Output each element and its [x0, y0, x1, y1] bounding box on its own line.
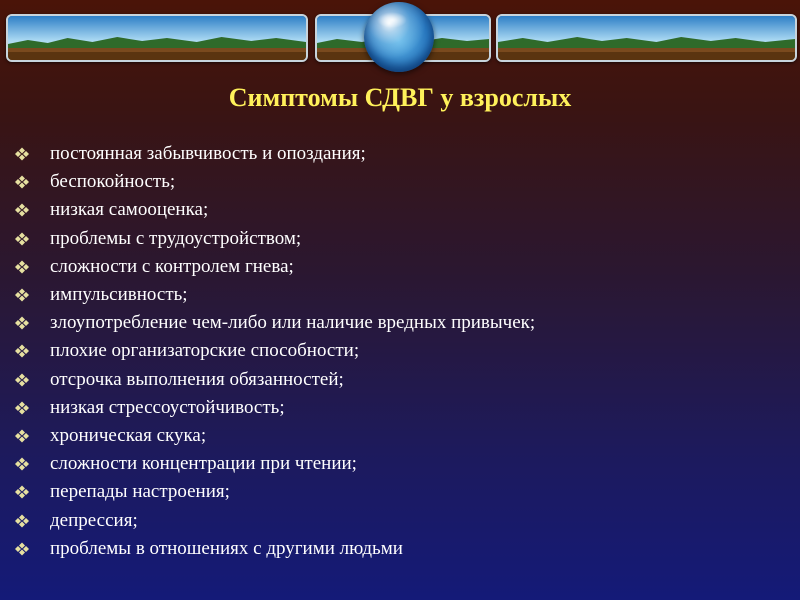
- list-item-text: низкая самооценка;: [50, 199, 209, 221]
- list-item: [14, 535, 535, 563]
- globe-ornament: [364, 2, 434, 72]
- diamond-bullet-icon: [14, 232, 30, 246]
- diamond-bullet-icon: [14, 316, 30, 330]
- list-item-text: отсрочка выполнения обязанностей;: [50, 368, 344, 390]
- list-item: [14, 337, 535, 365]
- list-item: [14, 309, 535, 337]
- diamond-bullet-icon: [14, 485, 30, 499]
- list-item: [14, 450, 535, 478]
- landscape-banner-left: [6, 14, 308, 62]
- list-item-text: импульсивность;: [50, 284, 188, 306]
- list-item: [14, 422, 535, 450]
- diamond-bullet-icon: [14, 401, 30, 415]
- diamond-bullet-icon: [14, 457, 30, 471]
- list-item-text: депрессия;: [50, 509, 138, 531]
- list-item-text: сложности концентрации при чтении;: [50, 453, 357, 475]
- list-item: [14, 253, 535, 281]
- list-item-text: хроническая скука;: [50, 424, 207, 446]
- list-item-text: проблемы в отношениях с другими людьми: [50, 537, 403, 559]
- diamond-bullet-icon: [14, 344, 30, 358]
- diamond-bullet-icon: [14, 542, 30, 556]
- diamond-bullet-icon: [14, 373, 30, 387]
- symptom-list: [14, 140, 535, 563]
- list-item-text: плохие организаторские способности;: [50, 340, 360, 362]
- list-item: [14, 168, 535, 196]
- list-item-text: проблемы с трудоустройством;: [50, 227, 302, 249]
- list-item: [14, 506, 535, 534]
- diamond-bullet-icon: [14, 429, 30, 443]
- diamond-bullet-icon: [14, 260, 30, 274]
- globe-highlight: [377, 12, 407, 28]
- diamond-bullet-icon: [14, 288, 30, 302]
- list-item: [14, 196, 535, 224]
- diamond-bullet-icon: [14, 147, 30, 161]
- list-item-text: постоянная забывчивость и опоздания;: [50, 143, 366, 165]
- list-item: [14, 281, 535, 309]
- list-item-text: злоупотребление чем-либо или наличие вредных привычек;: [50, 312, 536, 334]
- list-item-text: сложности с контролем гнева;: [50, 255, 294, 277]
- diamond-bullet-icon: [14, 175, 30, 189]
- diamond-bullet-icon: [14, 514, 30, 528]
- list-item-text: перепады настроения;: [50, 481, 230, 503]
- slide-title: Симптомы СДВГ у взрослых: [228, 83, 572, 112]
- list-item: [14, 225, 535, 253]
- list-item: [14, 478, 535, 506]
- list-item: [14, 394, 535, 422]
- list-item-text: низкая стрессоустойчивость;: [50, 396, 285, 418]
- landscape-banner-right: [496, 14, 797, 62]
- list-item: [14, 366, 535, 394]
- diamond-bullet-icon: [14, 203, 30, 217]
- list-item-text: беспокойность;: [50, 171, 176, 193]
- list-item: [14, 140, 535, 168]
